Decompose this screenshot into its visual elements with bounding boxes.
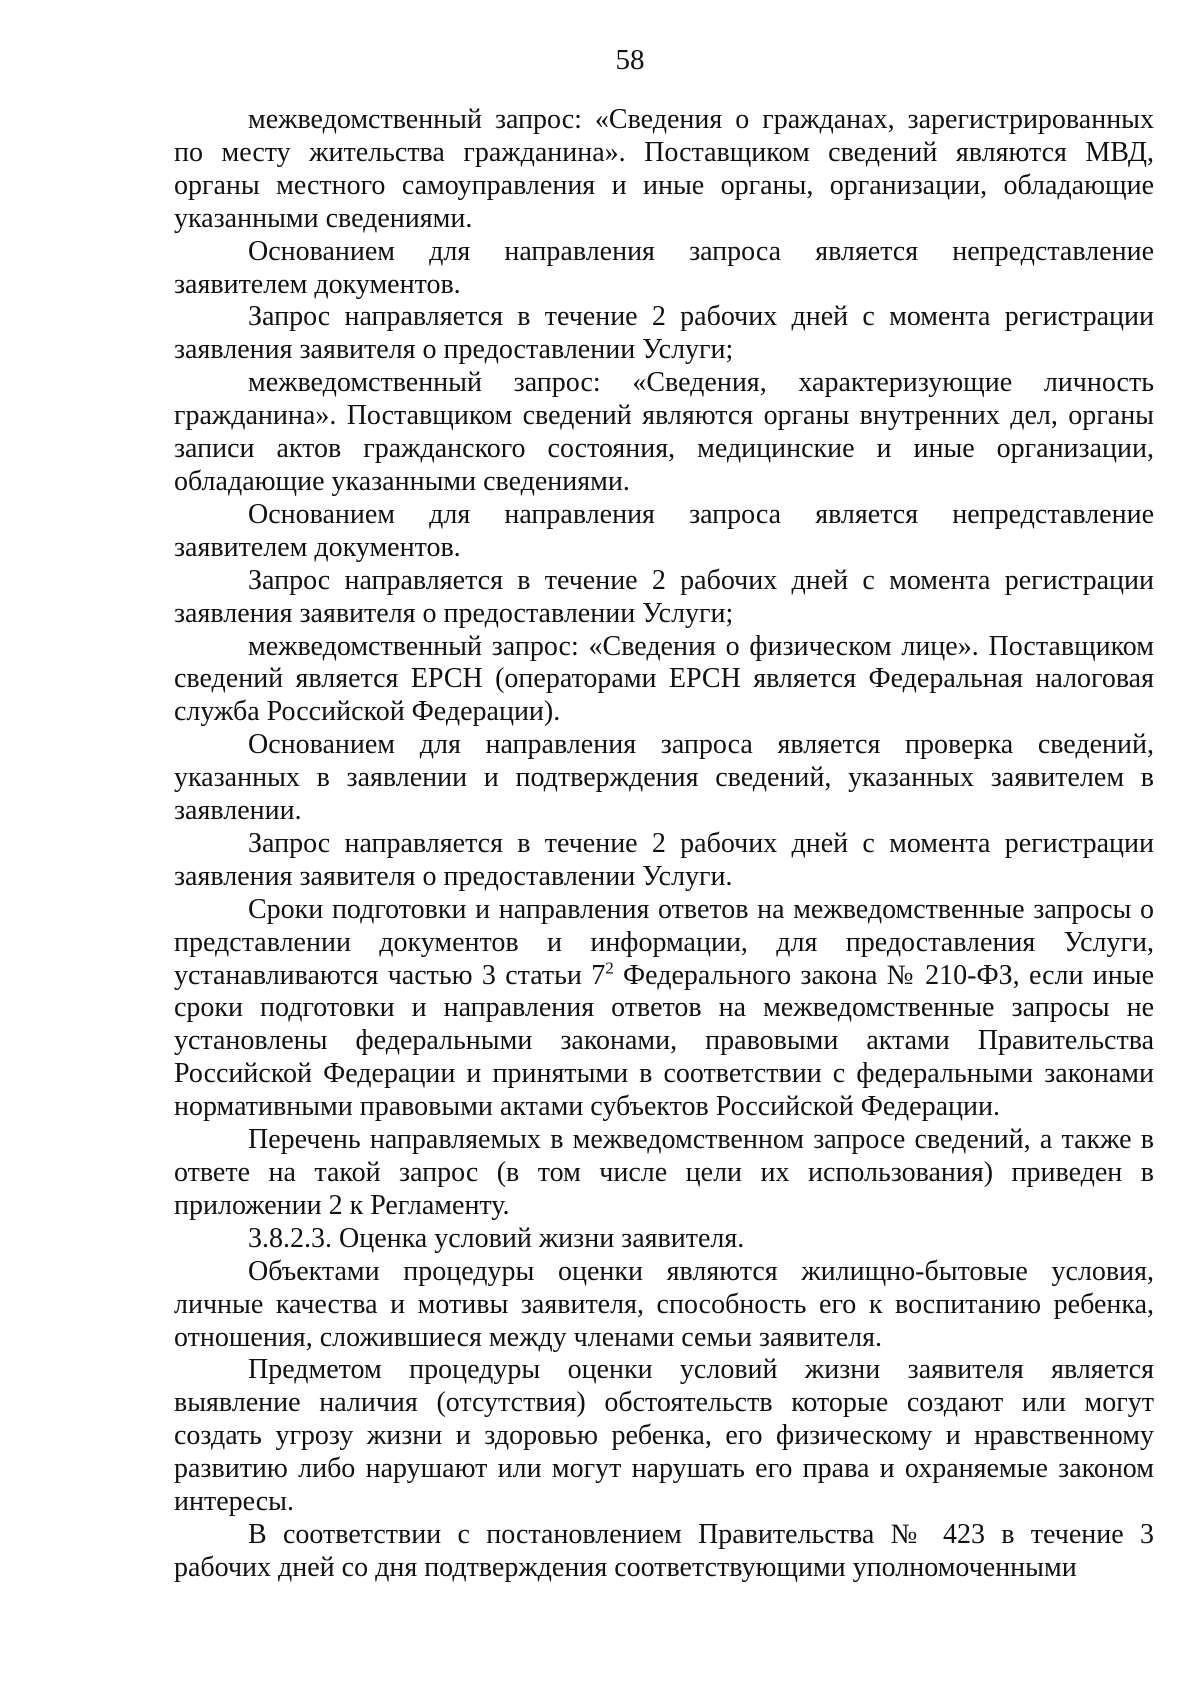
paragraph-government-resolution: В соответствии с постановлением Правительства № 423 в течение 3 рабочих дней со дня подтверждения соответствующими уполномоченными [174, 1518, 1154, 1583]
page-number: 58 [615, 44, 645, 76]
paragraph-request-basis: Основанием для направления запроса является непредставление заявителем документов. [174, 498, 1154, 563]
section-heading-living-conditions: 3.8.2.3. Оценка условий жизни заявителя. [248, 1222, 745, 1254]
paragraph-request-basis-verification: Основанием для направления запроса является проверка сведений, указанных в заявлении и подтверждения сведений, указанных заявителем в заявлении. [174, 729, 1154, 827]
paragraph-request-timing: Запрос направляется в течение 2 рабочих дней с момента регистрации заявления заявителя о предоставлении Услуги. [174, 827, 1154, 892]
paragraph-interagency-request-residence: межведомственный запрос: «Сведения о гражданах, зарегистрированных по месту жительства гражданина». Поставщиком сведений являются МВД, органы местного самоуправления и иные органы, организации, обладающие указанными сведениями. [174, 104, 1154, 234]
paragraph-request-timing: Запрос направляется в течение 2 рабочих дней с момента регистрации заявления заявителя о предоставлении Услуги; [174, 564, 1154, 629]
article-superscript: 2 [605, 958, 614, 978]
paragraph-information-list: Перечень направляемых в межведомственном запросе сведений, а также в ответе на такой запрос (в том числе цели их использования) приведен в приложении 2 к Регламенту. [174, 1124, 1154, 1221]
paragraph-assessment-objects: Объектами процедуры оценки являются жилищно-бытовые условия, личные качества и мотивы заявителя, способность его к воспитанию ребенка, отношения, сложившиеся между членами семьи заявителя. [174, 1255, 1154, 1353]
deadline-text-after: Федерального закона № 210-ФЗ, если иные сроки подготовки и направления ответов на межведомственные запросы не установлены федеральными законами, правовыми актами Правительства Российской Федерации и принятыми в соответствии с федеральными законами нормативными правовыми актами субъектов Российской Федерации. [174, 959, 1154, 1123]
paragraph-interagency-request-individual: межведомственный запрос: «Сведения о физическом лице». Поставщиком сведений является ЕРСН (операторами ЕРСН является Федеральная налоговая служба Российской Федерации). [174, 630, 1154, 728]
paragraph-response-deadlines [174, 894, 1154, 1124]
paragraph-assessment-subject: Предметом процедуры оценки условий жизни заявителя является выявление наличия (отсутствия) обстоятельств которые создают или могут создать угрозу жизни и здоровью ребенка, его физическому и нравственному развитию либо нарушают или могут нарушать его права и охраняемые законом интересы. [174, 1354, 1154, 1518]
paragraph-request-basis: Основанием для направления запроса является непредставление заявителем документов. [174, 235, 1154, 300]
body-text [174, 104, 1154, 1585]
paragraph-request-timing: Запрос направляется в течение 2 рабочих дней с момента регистрации заявления заявителя о предоставлении Услуги; [174, 301, 1154, 366]
paragraph-interagency-request-personality: межведомственный запрос: «Сведения, характеризующие личность гражданина». Поставщиком сведений являются органы внутренних дел, органы записи актов гражданского состояния, медицинские и иные организации, обладающие указанными сведениями. [174, 367, 1154, 497]
deadline-text-before: Сроки подготовки и направления ответов на межведомственные запросы о представлении документов и информации, для предоставления Услуги, устанавливаются частью 3 статьи 7 [174, 893, 1154, 991]
